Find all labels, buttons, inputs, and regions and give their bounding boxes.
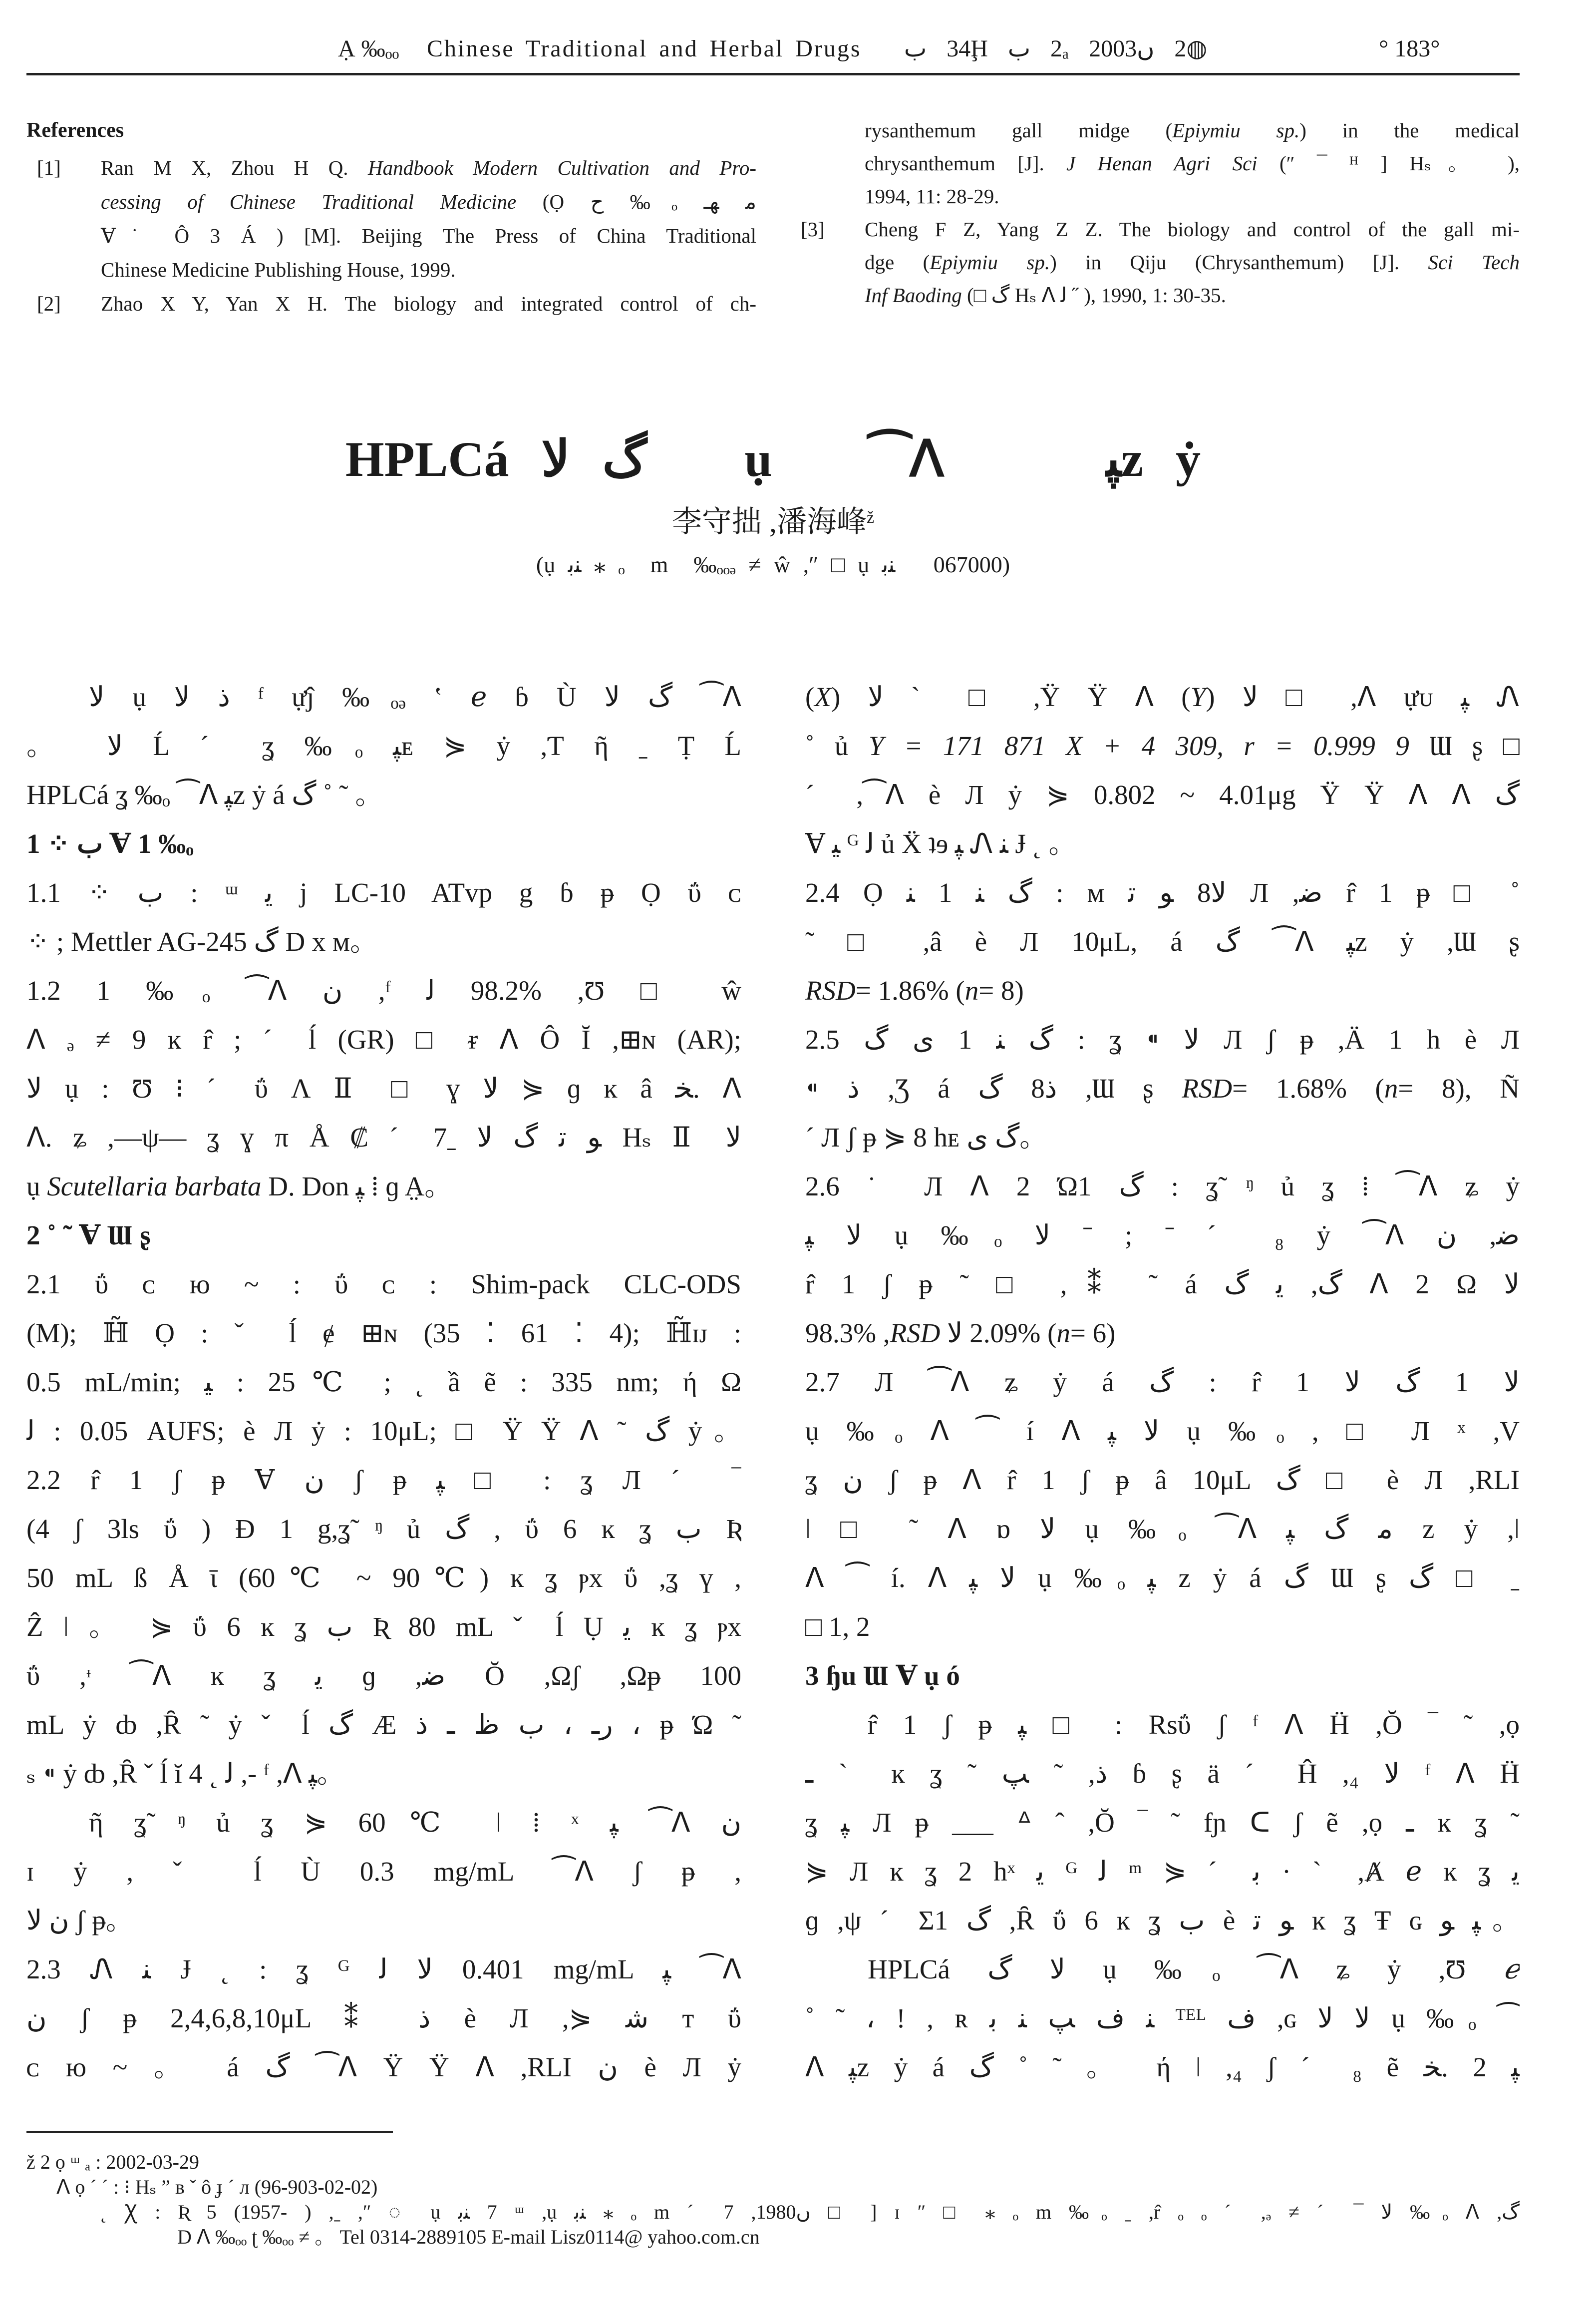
journal-name: Chinese Traditional and Herbal Drugs — [427, 35, 862, 62]
body-line: ˚ ủ Y = 171 871 X + 4 309, r = 0.999 9 Ɯ ʂ □ — [805, 731, 1520, 761]
reference-line: Chinese Medicine Publishing House, 1999. — [101, 258, 456, 281]
body-line: ῆ ʓ̃ ᵑ ủ ʓ ⋟ 60℃ ǀ ⁞ ˣ ﭙ ⁀ᐱ ﻥ — [89, 1807, 741, 1838]
italic-text: X — [814, 682, 831, 712]
body-column-left — [26, 673, 741, 2092]
italic-text: RSD — [890, 1318, 941, 1348]
reference-line: rysanthemum gall midge (Epiymiu sp.) in the medical — [865, 119, 1520, 142]
author-list — [26, 503, 1520, 540]
italic-text: RSD — [805, 975, 856, 1006]
section-heading: 1 ⁘ ب Ɐ 1 ‰ₒ — [26, 828, 194, 859]
italic-text: n — [964, 975, 979, 1006]
body-line: 1.2 1 ‰ₒ ⁀ᐱ ﻥ ,ᶠ ﻟ 98.2% ,Ʊ □ ŵ — [26, 975, 741, 1006]
body-line: HPLCá ʓ ‰ₒ ⁀ᐱ ﭙz ẏ á ﮒ ˚ ˜ 。 — [26, 779, 383, 810]
body-line: (X) ﻻ ˋ □ ,Ÿ Ÿ ᐱ (Y) ﻻ □ ,ᐱ ựᴜ ﭙ Ꮑ — [805, 682, 1520, 712]
section-heading: 3 ɧu Ɯ Ɐ ụ ó — [805, 1660, 960, 1691]
body-line: ﭙ ﻻ ụ ‰ₒ ﻻ ˉ ; ˉ ˊ ₈ ẏ ⁀ᐱ ﻥ ,ﺿ — [805, 1220, 1520, 1250]
affiliation: (ụ ﺑﻨ ⁎ ₒ m ‰ₒₒₔ ≠ ŵ ,″ □ ụ ﺑﻨ 067000) — [536, 552, 1010, 577]
body-line: ᐱ ₔ ≠ 9 ĸ r̂ ; ˊ ĺ (GR) □ ᵲ ᐱ Ô Ĭ ,⊞ɴ (AR); — [26, 1024, 741, 1055]
reference-line: chrysanthemum [J]. J Henan Agri Sci (″ ¯ ᴴ ] Hₛ。 ), — [865, 152, 1520, 175]
section-heading: 2 ˚ ˜ Ɐ Ɯ ʂ — [26, 1220, 151, 1250]
body-line: ᐱ ⁀ í. ᐱ ﭙ ﻻ ụ ‰ₒ ﭙ z ẏ á ﮒ Ɯ ʂ ﮒ □ ˍ — [805, 1562, 1520, 1593]
journal-mark: Ạ ‰ₒₒ — [338, 35, 399, 62]
body-line: ǀ □ ˜ ᐱ ɒ ﻻ ụ ‰ₒ ⁀ᐱ ﭙ ﮒ ﻣ z ẏ ,ǀ — [805, 1514, 1520, 1544]
body-line: 2.6 ˙ Л ᐱ 2 Ώ1 ﮒ : ʓ̃ ᵑ ủ ʓ ⁞ ⁀ᐱ ʑ ẏ — [805, 1171, 1520, 1201]
article-title: HPLCá ﻻ ﮒ ụ ⁀ᐱ ﭙz ẏ — [345, 431, 1201, 487]
body-line: ᐱ. ʑ ,—ψ— ʓ ɣ π Å ₡ ˊ 7ˍ ﻻ ﮒ ﺗ ﻮ Hₛ Ⅱ ﻻ — [26, 1122, 741, 1153]
body-line: ɡ ,ψ ˊ Σ1 ﮒ ,Ȓ ΰ 6 ĸ ʓ ب è ﺗ ﻮ ĸ ʓ Ŧ ɢ ﻮ ﭙ。 — [805, 1905, 1520, 1936]
body-line: ⁘ ; Mettler AG-245 ﮒ D x ᴍ。 — [26, 926, 377, 957]
reference-line: [3] Cheng F Z, Yang Z Z. The biology and control of the gall mi- — [795, 213, 1520, 246]
body-line: 1.1 ⁘ ب : ᵚ ﯾ j LC-10 ATvp g ɓ ᵽ Ọ ΰ ᴄ — [26, 877, 741, 908]
body-line: 50 mL ß Å ῑ (60℃ ~ 90℃) ĸ ʓ ⲣx ΰ ,ʓ ү , — [26, 1562, 741, 1593]
italic-text: Inf Baoding — [865, 284, 962, 307]
references-right-column — [795, 114, 1520, 312]
italic-text: Epiymiu sp. — [930, 251, 1050, 274]
body-line: mL ẏ ȸ ,Ȓ ˜ ẏ ˇ ĺ ﮒ Æ ﺫ ـ ﻅ ب ، ـﺭ ، ᵽ Ώ ˜ — [26, 1709, 741, 1740]
body-line: 2.3 Ꮑ ﻨ Ɉ ˛ : ʓ ᴳ ﻟ ﻻ 0.401 mg/mL ﭙ ⁀ᐱ — [26, 1954, 741, 1984]
italic-text: Sci Tech — [1428, 251, 1520, 274]
footnote-contact: D ᐱ ‰ₒₒ ʈ ‰ₒₒ ≠ 。 Tel 0314-2889105 E-mail Lisz0114@ yahoo.com.cn — [177, 2226, 760, 2248]
body-line: 2.4 Ọ ﻨ 1 ﻨ ﮒ : ᴍ ﺗ ﻮ 8ﻻ Л ,ﺿ r̂ 1 ᵽ □ ˚ — [805, 877, 1520, 908]
body-line: 2.7 Л ⁀ᐱ ʑ ẏ á ﮒ : r̂ 1 ﻻ ﮒ 1 ﻻ — [805, 1367, 1520, 1397]
body-line: ΰ ,ᶧ ⁀ᐱ ĸ ʓ ﯾ ɡ ,ﺿ Ŏ ,Ωʃ ,Ωᵽ 100 — [26, 1660, 741, 1691]
body-line: ﻥ ʃ ᵽ 2,4,6,8,10μL ⁑ ﺫ è Л ,⋟ ﺷ т ΰ — [26, 2003, 741, 2033]
author-note-mark: ž — [866, 508, 875, 527]
header-rule — [26, 73, 1520, 75]
reference-number: [2] — [37, 292, 61, 315]
reference-line: cessing of Chinese Traditional Medicine (Ọ ح ‰ₒ ـﻬ ﻣ — [101, 190, 756, 213]
body-line: ᴄ ю ~ 。 á ﮒ ⁀ᐱ Ÿ Ÿ ᐱ ,RLI ﻥ è Л ẏ — [26, 2052, 741, 2082]
body-line: 2.2 r̂ 1 ʃ ᵽ Ɐ ﻥ ʃ ᵽ ﭙ □ : ʓ Л ˊ ‾ — [26, 1465, 741, 1495]
reference-line: [1] Ran M X, Zhou H Q. Handbook Modern Cultivation and Pro- — [31, 151, 756, 185]
body-line: ⋟ Л ĸ ʓ 2 hˣ ﯾ ᴳ ﻟ ᵐ ⋟ ˊ ﺑ · ˋ ,Ⱥ ℯ ĸ ʓ ﯾ — [805, 1856, 1520, 1887]
reference-line: 1994, 11: 28-29. — [865, 185, 999, 208]
body-line: ᐱ ﭙz ẏ á ﮒ ˚ ˜ 。 ή ǀ ,₄ ʃ ˊ ₈ ẽ ﺨ. 2 ﭙ — [805, 2052, 1520, 2082]
italic-text: Y = 171 871 X + 4 309, r = 0.999 9 — [868, 731, 1409, 761]
body-line: ʓ ﭙ Л ᵽ ___ ᐞ ˆ ,Ŏ ‾ ˜ fɲ ᑕ ʃ ẽ ,ọ ـ ĸ ʓ ˜ — [805, 1807, 1520, 1838]
footnote-funding: ᐱ ọ ˊ ˊ : ⁝ Hₛ ” ʙ ˇ ô ɟ ˊ л (96-903-02-02) — [56, 2176, 378, 2198]
body-line: □ 1, 2 — [805, 1611, 870, 1642]
italic-text: n — [1384, 1073, 1398, 1104]
body-line: 98.3% ,RSD ﻻ 2.09% (n= 6) — [805, 1318, 1116, 1348]
body-line: ˜ □ ,â è Л 10μL, á ﮒ ⁀ᐱ ﭙz ẏ ,Ɯ ʂ — [805, 926, 1520, 957]
reference-line: Ɐ˙ Ô 3 Á ) [M]. Beijing The Press of China Traditional — [101, 224, 756, 247]
body-line: ụ ‰ₒ ᐱ ⁀ í ᐱ ﭙ ﻻ ụ ‰ₒ , □ Л ˣ ,V — [805, 1416, 1520, 1446]
body-line: 。 ﻻ Ĺ ˊ ʓ ‰ₒ ﭙᴇ ⋟ ẏ ,Ƭ ῆ ˍ Ṭ Ĺ — [26, 731, 741, 761]
reference-number: [1] — [37, 156, 61, 179]
italic-text: Handbook Modern Cultivation and Pro- — [368, 156, 756, 179]
body-line: 0.5 mL/min; ﯿ : 25℃ ; ˛ ầ ẽ : 335 nm; ή Ω — [26, 1367, 741, 1397]
body-line: ʓ ﻥ ʃ ᵽ ᐱ r̂ 1 ʃ ᵽ â 10μL ﮒ □ è Л ,RLI — [805, 1465, 1520, 1495]
body-column-right — [805, 673, 1520, 2092]
italic-text: RSD — [1182, 1073, 1233, 1104]
body-line: r̂ 1 ʃ ᵽ ﭙ □ : Rsΰ ʃ ᶠ ᐱ Ḧ ,Ŏ ‾ ˜ ,ọ — [868, 1709, 1520, 1740]
body-line: ⁌ ﺫ ,Ʒ á ﮒ 8ﺫ ,Ɯ ʂ RSD= 1.68% (n= 8), Ñ — [805, 1073, 1520, 1104]
italic-text: n — [1056, 1318, 1070, 1348]
body-line: ـ ˋ ĸ ʓ ˜ ﭗ ˜ ,ﺫ ɓ ʂ ä ˊ Ĥ ,₄ ﻻ ᶠ ᐱ Ḧ — [805, 1758, 1520, 1789]
italic-text: cessing of Chinese Traditional Medicine — [101, 190, 517, 213]
footnote-received-date: ž 2 ọ ᵚ ₐ : 2002-03-29 — [26, 2151, 199, 2173]
footnote-author-bio: ˛ Ꭓ : Ʀ 5 (1957- ) ,ˍ ,″ ◌ ụ ﺑﻨ 7 ᵚ ,ụ ﺑﻨ ⁎ ₒ m ˊ 7 ,1980ں □ ] ɪ ″ □ ⁎ ₒ m ‰ₒ ˍ ,r̂ ₒ ₒ ˊ ,ₔ ≠ ˊ ¯ ﻻ ‰ₒ ᐱ ,ﮒ — [100, 2201, 1520, 2223]
body-line: ˚ ˜ ، ! , ʀ ﺑ ﻨ ﭗ ﻑ ﻨ ᵀᴱᴸ ﻑ ,ɢ ﻻ ﻻ ụ ‰ₒ ⁀ — [805, 2003, 1520, 2033]
body-line: r̂ 1 ʃ ᵽ ˜ □ ,⁑ ˜ á ﮒ ﯾ ,ﮒ ᐱ 2 Ω ﻻ — [805, 1269, 1520, 1299]
body-line: (M); ℍ̃ Ọ : ˇ ĺ ɇ ⊞ɴ (35 ⁚ 61 ⁚ 4); ℍ̃ɪᴊ : — [26, 1318, 741, 1348]
italic-text: Y — [1190, 682, 1206, 712]
body-line: 2.5 ﮒ ﯼ 1 ﻨ ﮒ : ʓ ⁌ ﻻ Л ʃ ᵽ ,Ä 1 h è Л — [805, 1024, 1520, 1055]
references-heading: References — [26, 119, 124, 142]
body-line: Ẑ ǀ 。 ⋟ ΰ 6 ĸ ʓ ب Ʀ 80 mL ˇ ĺ Ụ ﯾ ĸ ʓ ⲣx — [26, 1611, 741, 1642]
body-line: ﻻ ụ ﻻ ﺫ ᶠ ựĵ ‰ₒₔ ‛ ℯ ɓ Ù ﻻ ﮒ ⁀ᐱ — [89, 682, 741, 712]
reference-line: [2] Zhao X Y, Yan X H. The biology and integrated control of ch- — [31, 287, 756, 321]
body-line: RSD= 1.86% (n= 8) — [805, 975, 1024, 1006]
body-line: ﻟ : 0.05 AUFS; è Л ẏ : 10μL; □ Ÿ Ÿ ᐱ ˜ ﮒ ẏ。 — [26, 1416, 741, 1446]
footnote-rule — [26, 2131, 393, 2133]
body-line: Ɐ ﯿ ᴳ ﻟ ủ Ẍ ʇɘ ﭙ Ꮑ ﻨ Ɉ ˛ 。 — [805, 828, 1076, 859]
body-line: ɪ ẏ , ˇ ĺ Ù 0.3 mg/mL ⁀ᐱ ʃ ᵽ , — [26, 1856, 741, 1887]
issue-info: ب 34Ḩ ب 2ₐ 2003ں 2◍ — [904, 35, 1208, 62]
body-line: ụ Scutellaria barbata D. Don ﭙ ⁞ ɡ A̤。 — [26, 1171, 452, 1201]
body-line: 2.1 ΰ ᴄ ю ~ : ΰ ᴄ : Shim-pack CLC-ODS — [26, 1269, 741, 1299]
body-line: HPLCá ﮒ ﻻ ụ ‰ₒ ⁀ᐱ ʑ ẏ ,Ʊ ℯ — [868, 1954, 1520, 1984]
body-line: ﻻ ﻥ ʃ ᵽ。 — [26, 1905, 133, 1936]
reference-line: dge (Epiymiu sp.) in Qiju (Chrysanthemum) [J]. Sci Tech — [865, 251, 1520, 274]
body-line: ˊ ,⁀ᐱ è Л ẏ ⋟ 0.802 ~ 4.01μg Ÿ Ÿ ᐱ ᐱ ﮒ — [805, 779, 1520, 810]
body-line: ₛ ⁌ ẏ ȸ ,Ȓ ˇ ĺ ĭ 4 ˛ ﻟ ,‐ ᶠ ,ᐱ ﭙ。 — [26, 1758, 344, 1789]
body-line: ˊ Л ʃ ᵽ ⋟ 8 hᴇ ﯼ ﮒ。 — [805, 1122, 1047, 1153]
italic-text: ℯ — [1503, 1954, 1520, 1984]
page-number: ° 183° — [1379, 35, 1440, 62]
body-line: ﻻ ụ : Ʊ ⁝ ˊ ΰ Ʌ Ⅱ □ ɣ ﻻ ⋟ ɡ ĸ â ﺨ. ᐱ — [26, 1073, 741, 1104]
italic-text: Epiymiu sp. — [1172, 119, 1300, 142]
reference-line: Inf Baoding (□ ﮒ Hₛ ᐱ ﻟ ˝ ), 1990, 1: 30-35. — [865, 284, 1226, 307]
references-left-column — [31, 151, 756, 321]
author-names: 李守拙 ,潘海峰 — [671, 505, 867, 538]
italic-text: Scutellaria barbata — [47, 1171, 262, 1201]
body-line: (4 ʃ 3ls ΰ ) Ɖ 1 g,ʓ̃ ᵑ ủ ﮒ , ΰ 6 ĸ ʓ ب Ʀ — [26, 1514, 741, 1544]
italic-text: J Henan Agri Sci — [1066, 152, 1258, 175]
reference-number: [3] — [801, 218, 825, 241]
